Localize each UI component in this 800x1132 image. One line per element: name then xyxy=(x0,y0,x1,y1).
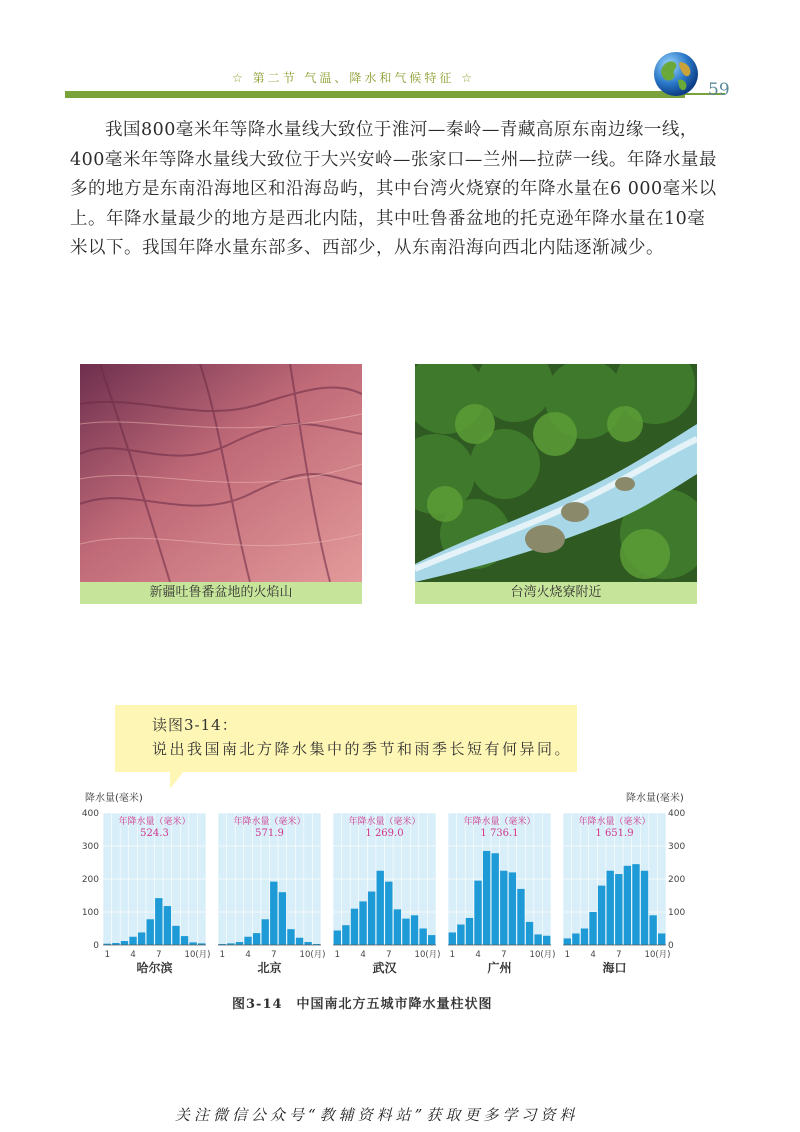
precipitation-bar xyxy=(483,851,490,945)
photo-huoshaoliao xyxy=(415,364,697,604)
precipitation-bar xyxy=(449,932,456,945)
precipitation-bar xyxy=(589,912,596,945)
annual-precip-value: 524.3 xyxy=(140,828,169,839)
precipitation-bar xyxy=(296,938,303,945)
precipitation-bar xyxy=(474,881,481,945)
x-tick-label: 10(月) xyxy=(644,950,671,960)
precipitation-bar xyxy=(385,882,392,945)
activity-line-2: 说出我国南北方降水集中的季节和雨季长短有何异同。 xyxy=(152,740,573,758)
y-tick-label-right: 0 xyxy=(668,941,674,951)
precipitation-bar xyxy=(334,930,341,945)
precipitation-bar xyxy=(658,933,665,945)
precipitation-bar xyxy=(262,919,269,945)
y-tick-label: 100 xyxy=(81,908,99,918)
precipitation-bar xyxy=(253,933,260,945)
precipitation-bar xyxy=(615,874,622,945)
x-tick-label: 7 xyxy=(501,950,507,960)
body-paragraph: 我国800毫米年等降水量线大致位于淮河—秦岭—青藏高原东南边缘一线，400毫米年等降水量线大致位于大兴安岭—张家口—兰州—拉萨一线。年降水量最多的地方是东南沿海地区和沿海岛屿，其中台湾火烧寮的年降水量在6 000毫米以上。年降水量最少的地方是西北内陆，其中吐鲁番盆地的托克逊年降水量在10毫米以下。我国年降水量东部多、西部少，从东南沿海向西北内陆逐渐减少。 xyxy=(70,120,717,258)
x-tick-label: 7 xyxy=(271,950,277,960)
annual-precip-value: 1 736.1 xyxy=(480,828,519,839)
precipitation-bar xyxy=(147,919,154,945)
precipitation-bar xyxy=(279,892,286,945)
precipitation-bar xyxy=(500,871,507,945)
activity-line-1: 读图3-14： xyxy=(152,716,238,734)
annual-precip-label: 年降水量（毫米） xyxy=(578,817,651,827)
city-name: 哈尔滨 xyxy=(136,961,173,975)
x-tick-label: 10(月) xyxy=(529,950,556,960)
x-tick-label: 4 xyxy=(245,950,251,960)
precipitation-bar xyxy=(543,936,550,945)
precipitation-bar xyxy=(624,866,631,945)
y-axis-label-right: 降水量(毫米) xyxy=(626,793,684,804)
x-tick-label: 4 xyxy=(360,950,366,960)
precipitation-bar xyxy=(517,889,524,945)
y-tick-label-right: 200 xyxy=(668,875,686,885)
photo-caption: 新疆吐鲁番盆地的火焰山 xyxy=(80,582,362,604)
annual-precip-label: 年降水量（毫米） xyxy=(463,817,536,827)
precipitation-bar xyxy=(164,906,171,945)
flaming-mountains-image xyxy=(80,364,362,582)
x-tick-label: 7 xyxy=(386,950,392,960)
y-tick-label: 300 xyxy=(81,842,99,852)
annual-precip-label: 年降水量（毫米） xyxy=(348,817,421,827)
globe-icon xyxy=(652,50,700,98)
y-tick-label: 0 xyxy=(93,941,99,951)
y-tick-label-right: 100 xyxy=(668,908,686,918)
x-tick-label: 4 xyxy=(590,950,596,960)
precipitation-bar xyxy=(172,926,179,945)
precipitation-bar xyxy=(457,925,464,945)
section-header: ☆ 第二节 气温、降水和气候特征 ☆ xyxy=(232,71,475,85)
precipitation-bar xyxy=(509,872,516,945)
precipitation-bar xyxy=(236,942,243,945)
precipitation-bar xyxy=(181,936,188,945)
precipitation-bar xyxy=(377,871,384,945)
x-tick-label: 7 xyxy=(156,950,162,960)
city-name: 广州 xyxy=(487,961,512,975)
photo-flaming-mountains xyxy=(80,364,362,604)
x-tick-label: 1 xyxy=(219,950,226,960)
x-tick-label: 1 xyxy=(104,950,111,960)
annual-precip-value: 571.9 xyxy=(255,828,284,839)
precipitation-bar xyxy=(155,898,162,945)
precipitation-bar xyxy=(607,871,614,945)
annual-precip-value: 1 651.9 xyxy=(595,828,634,839)
precipitation-bar xyxy=(572,933,579,945)
precipitation-bar xyxy=(287,929,294,945)
y-tick-label: 200 xyxy=(81,875,99,885)
city-name: 北京 xyxy=(257,961,282,975)
photo-caption: 台湾火烧寮附近 xyxy=(415,582,697,604)
precipitation-bar xyxy=(121,941,128,945)
x-tick-label: 1 xyxy=(564,950,571,960)
annual-precip-label: 年降水量（毫米） xyxy=(233,817,306,827)
header-rule xyxy=(65,91,685,98)
precipitation-bar xyxy=(342,925,349,945)
city-name: 海口 xyxy=(602,961,627,975)
precipitation-bar xyxy=(351,909,358,945)
precipitation-bar xyxy=(492,853,499,945)
precipitation-bar xyxy=(598,886,605,945)
precipitation-bar xyxy=(270,882,277,945)
forest-stream-image xyxy=(415,364,697,582)
precipitation-bar xyxy=(632,864,639,945)
precipitation-bar xyxy=(368,892,375,945)
y-tick-label-right: 300 xyxy=(668,842,686,852)
x-tick-label: 10(月) xyxy=(414,950,441,960)
page-number: 59 xyxy=(708,80,730,100)
y-tick-label: 400 xyxy=(81,809,99,819)
precipitation-bar xyxy=(419,929,426,946)
x-tick-label: 1 xyxy=(334,950,341,960)
figure-caption: 图3-14 中国南北方五城市降水量柱状图 xyxy=(232,997,493,1012)
annual-precip-value: 1 269.0 xyxy=(365,828,404,839)
x-tick-label: 1 xyxy=(449,950,456,960)
y-axis-label-left: 降水量(毫米) xyxy=(85,793,143,804)
x-tick-label: 10(月) xyxy=(299,950,326,960)
precipitation-bar xyxy=(129,937,136,945)
precipitation-charts xyxy=(0,785,800,1005)
precipitation-bar xyxy=(428,935,435,945)
precipitation-bar xyxy=(394,909,401,945)
precipitation-bar xyxy=(526,922,533,945)
precipitation-bar xyxy=(466,918,473,945)
precipitation-bar xyxy=(244,937,251,945)
precipitation-bar xyxy=(402,919,409,945)
y-tick-label-right: 400 xyxy=(668,809,686,819)
x-tick-label: 4 xyxy=(130,950,136,960)
precipitation-bar xyxy=(641,871,648,945)
precipitation-bar xyxy=(304,942,311,945)
precipitation-bar xyxy=(411,915,418,945)
x-tick-label: 10(月) xyxy=(184,950,211,960)
precipitation-bar xyxy=(564,938,571,945)
annual-precip-label: 年降水量（毫米） xyxy=(118,817,191,827)
footer-note: 关注微信公众号“教辅资料站”获取更多学习资料 xyxy=(175,1106,579,1124)
precipitation-bar xyxy=(649,915,656,945)
x-tick-label: 7 xyxy=(616,950,622,960)
precipitation-bar xyxy=(138,932,145,945)
precipitation-bar xyxy=(534,934,541,945)
x-tick-label: 4 xyxy=(475,950,481,960)
city-name: 武汉 xyxy=(372,961,397,975)
precipitation-bar xyxy=(581,929,588,946)
precipitation-bar xyxy=(359,901,366,945)
